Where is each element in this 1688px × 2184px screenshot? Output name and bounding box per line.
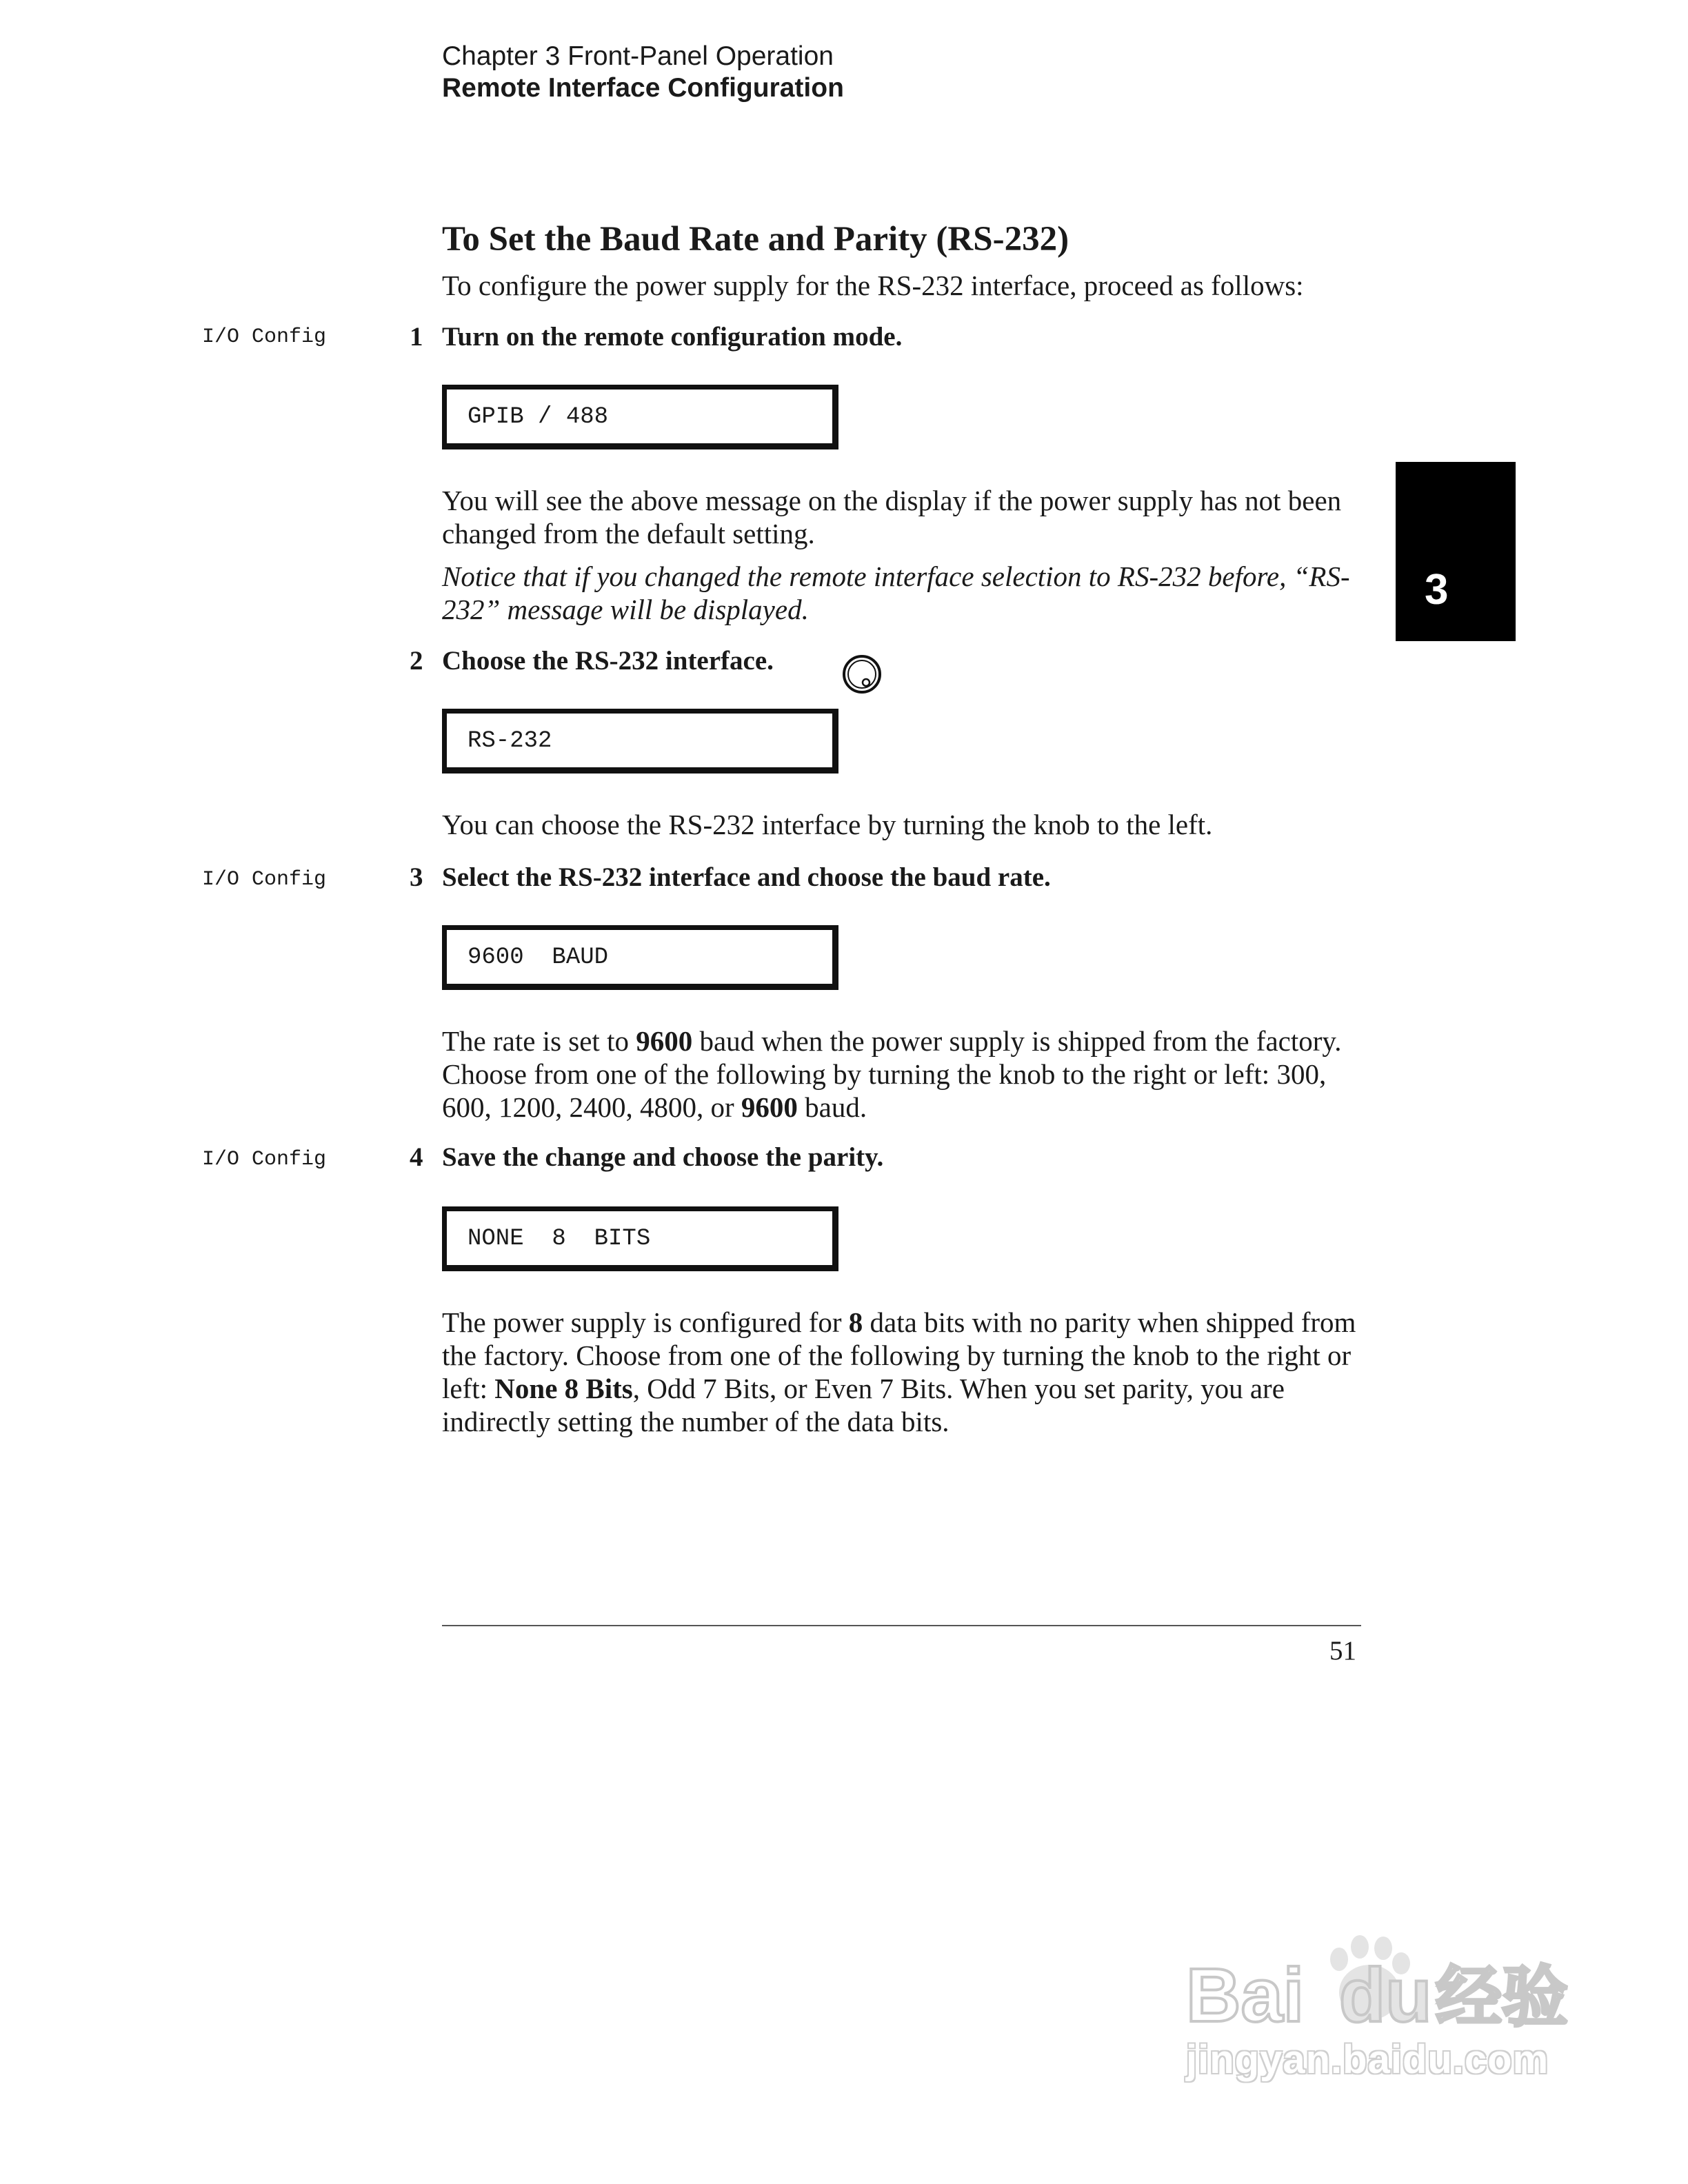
emphasis: 8 <box>848 1306 863 1338</box>
margin-key-label: I/O Config <box>202 868 327 891</box>
step-paragraph <box>442 484 1366 626</box>
intro-text: To configure the power supply for the RS-232 interface, proceed as follows: <box>442 270 1304 301</box>
step-paragraph <box>442 1024 1366 1124</box>
paragraph-text: The power supply is configured for 8 data bits with no parity when shipped from the factory. Choose from one of the following by turning the knob to the right or left: None 8 Bits, Odd 7 Bits, or Even 7 Bits. When you set parity, you are indirectly setting the number of the data bits. <box>442 1306 1356 1437</box>
svg-text:Bai: Bai <box>1186 1953 1305 2038</box>
paragraph-text: You can choose the RS-232 interface by turning the knob to the left. <box>442 809 1213 840</box>
step-heading: Select the RS-232 interface and choose the baud rate. <box>442 862 1051 892</box>
running-header-chapter: Chapter 3 Front-Panel Operation <box>442 41 834 71</box>
paragraph-text: You will see the above message on the display if the power supply has not been changed from the default setting. <box>442 485 1342 549</box>
section-title: To Set the Baud Rate and Parity (RS-232) <box>442 220 1069 259</box>
step-number: 2 <box>410 646 423 676</box>
chapter-tab-number: 3 <box>1425 566 1449 614</box>
chapter-tab <box>1396 462 1516 641</box>
front-panel-display <box>442 709 838 774</box>
baidu-watermark-logo <box>1179 1923 1586 2041</box>
margin-key-label: I/O Config <box>202 1148 327 1171</box>
emphasis: None 8 Bits <box>494 1373 633 1404</box>
front-panel-display <box>442 1206 838 1271</box>
paragraph-text: The rate is set to 9600 baud when the power supply is shipped from the factory. Choose from one of the following by turning the knob to the right or left: 300, 600, 1200, 2400, 4800, or 9600 baud. <box>442 1025 1342 1123</box>
step-heading: Turn on the remote configuration mode. <box>442 322 903 352</box>
step-paragraph <box>442 808 1366 841</box>
display-text: GPIB / 488 <box>468 404 609 430</box>
step-number: 4 <box>410 1142 423 1172</box>
display-text: 9600 BAUD <box>468 944 609 971</box>
emphasis: 9600 <box>741 1091 798 1123</box>
step-heading: Choose the RS-232 interface. <box>442 646 774 676</box>
front-panel-display <box>442 385 838 449</box>
running-header-section: Remote Interface Configuration <box>442 73 844 103</box>
display-text: NONE 8 BITS <box>468 1226 651 1252</box>
display-text: RS-232 <box>468 728 552 754</box>
note-text: Notice that if you changed the remote interface selection to RS-232 before, “RS-232” message will be displayed. <box>442 560 1350 625</box>
step-number: 3 <box>410 862 423 892</box>
emphasis: 9600 <box>636 1025 693 1057</box>
footer-rule <box>442 1625 1361 1626</box>
step-heading: Save the change and choose the parity. <box>442 1142 884 1172</box>
margin-key-label: I/O Config <box>202 325 327 349</box>
knob-icon <box>840 652 884 696</box>
step-number: 1 <box>410 322 423 352</box>
svg-text:经验: 经验 <box>1436 1959 1568 2036</box>
svg-text:du: du <box>1339 1953 1432 2038</box>
step-paragraph <box>442 1306 1366 1438</box>
watermark-url: jingyan.baidu.com <box>1186 2037 1549 2082</box>
front-panel-display <box>442 925 838 990</box>
page-number: 51 <box>1329 1636 1356 1666</box>
